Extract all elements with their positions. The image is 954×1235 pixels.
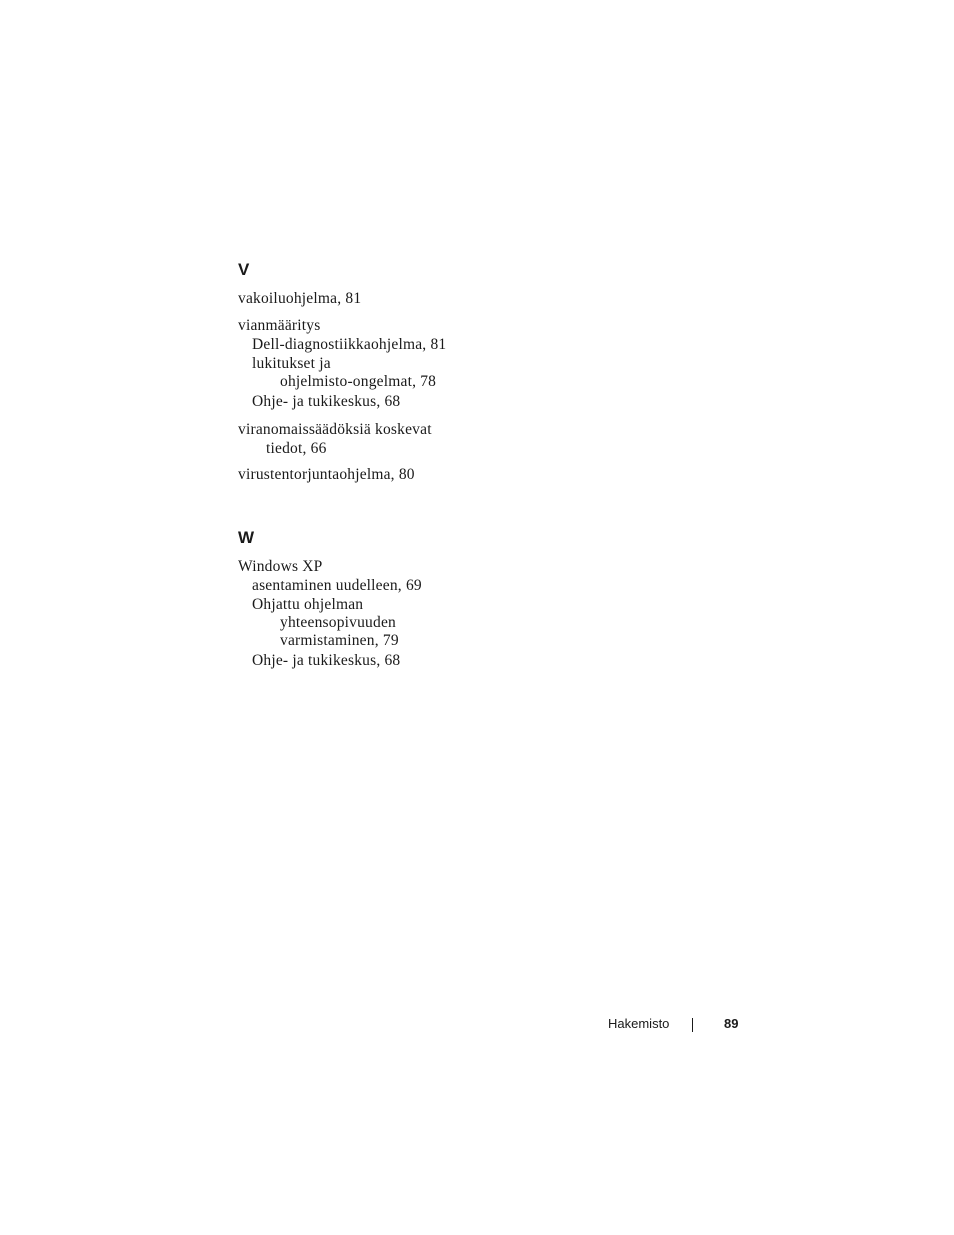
index-entry-virustentorjunta — [238, 465, 538, 484]
sub-entry-continuation: yhteensopivuuden — [280, 614, 396, 631]
entry-line: vianmääritys — [238, 317, 321, 334]
sub-entry-line: Ohjattu ohjelman — [252, 596, 364, 613]
entry-continuation: tiedot, 66 — [266, 440, 327, 457]
sub-entry-line: lukitukset ja — [252, 355, 331, 372]
entry-line: viranomaissäädöksiä koskevat — [238, 421, 432, 438]
footer-section-title: Hakemisto — [608, 1016, 670, 1031]
index-entry-viranomaissaadoksia — [238, 420, 538, 458]
section-letter-w: W — [238, 528, 255, 547]
entry-line: vakoiluohjelma, 81 — [238, 290, 362, 307]
index-entry-vakoiluohjelma — [238, 289, 538, 308]
index-entry-windows-xp — [238, 557, 538, 670]
footer-divider — [692, 1018, 693, 1032]
page-number: 89 — [724, 1016, 739, 1031]
entry-line: Windows XP — [238, 558, 323, 575]
sub-entry-line: Ohje- ja tukikeskus, 68 — [252, 393, 401, 410]
sub-entry-line: Dell-diagnostiikkaohjelma, 81 — [252, 336, 447, 353]
entry-line: virustentorjuntaohjelma, 80 — [238, 466, 415, 483]
sub-entry-continuation: ohjelmisto-ongelmat, 78 — [280, 373, 437, 390]
sub-entry-continuation: varmistaminen, 79 — [280, 632, 399, 649]
index-entry-vianmaaritys — [238, 316, 538, 411]
sub-entry-line: asentaminen uudelleen, 69 — [252, 577, 422, 594]
sub-entry-line: Ohje- ja tukikeskus, 68 — [252, 652, 401, 669]
section-letter-v: V — [238, 260, 250, 279]
